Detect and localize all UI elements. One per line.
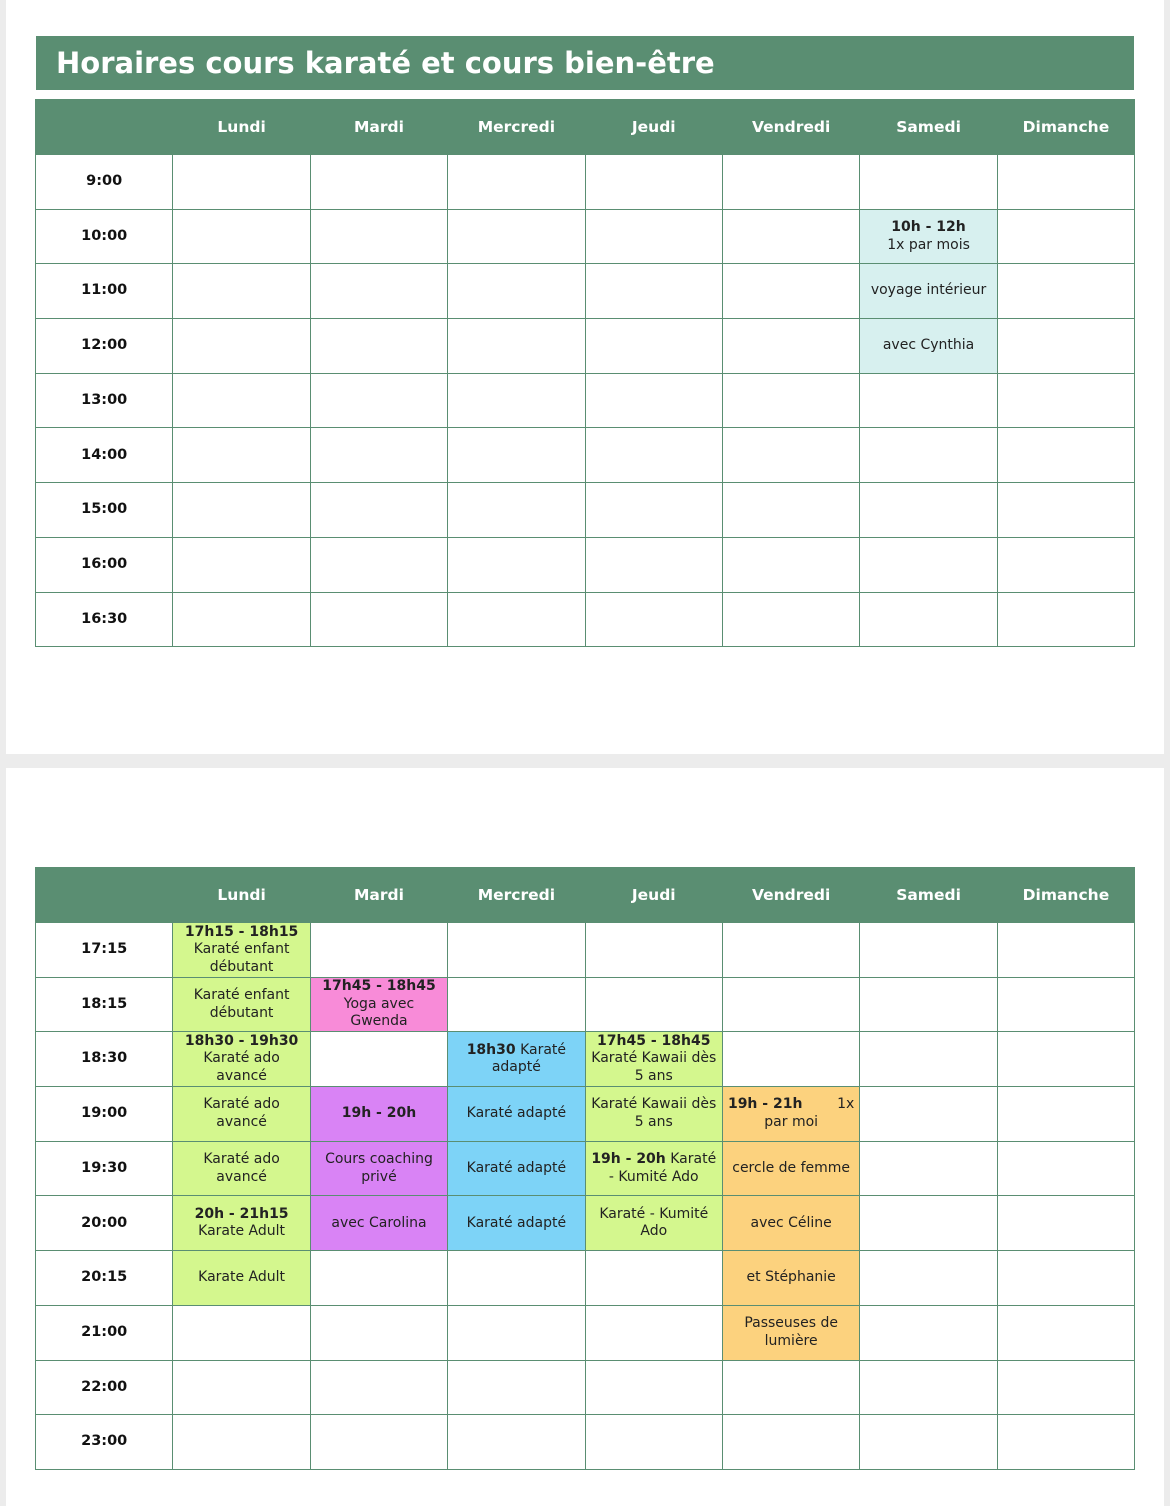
empty-cell <box>997 155 1134 210</box>
class-cell-cercle-de-femme: et Stéphanie <box>722 1251 859 1306</box>
empty-cell <box>448 155 585 210</box>
day-header-dimanche: Dimanche <box>997 100 1134 155</box>
empty-cell <box>997 483 1134 538</box>
time-label: 23:00 <box>36 1415 173 1470</box>
class-text: 1x <box>837 1096 855 1113</box>
empty-cell <box>310 1305 447 1360</box>
empty-cell <box>997 428 1134 483</box>
empty-cell <box>997 977 1134 1032</box>
class-cell-cercle-de-femme <box>722 1087 859 1142</box>
empty-cell <box>310 1360 447 1415</box>
class-time: 17h45 - 18h45 <box>597 1032 711 1049</box>
header-corner <box>36 100 173 155</box>
empty-cell <box>448 1415 585 1470</box>
table-row <box>36 923 1135 978</box>
empty-cell <box>310 209 447 264</box>
empty-cell <box>173 209 310 264</box>
class-cell-cercle-de-femme: Passeuses de lumière <box>722 1305 859 1360</box>
table-row <box>36 1360 1135 1415</box>
empty-cell <box>310 373 447 428</box>
class-time: 17h45 - 18h45 <box>322 978 436 995</box>
class-cell-karate-adapte: Karaté adapté <box>448 1196 585 1251</box>
class-cell-cercle-de-femme: avec Céline <box>722 1196 859 1251</box>
header-corner <box>36 868 173 923</box>
class-time: 20h - 21h15 <box>194 1205 289 1222</box>
empty-cell <box>997 209 1134 264</box>
empty-cell <box>860 1415 997 1470</box>
empty-cell <box>448 537 585 592</box>
time-label: 20:15 <box>36 1251 173 1306</box>
empty-cell <box>310 1032 447 1087</box>
day-header-mercredi: Mercredi <box>448 100 585 155</box>
table-row <box>36 1305 1135 1360</box>
empty-cell <box>173 264 310 319</box>
time-label: 15:00 <box>36 483 173 538</box>
class-time: 18h30 <box>466 1041 516 1058</box>
class-cell-yoga <box>310 977 447 1032</box>
day-header-dimanche: Dimanche <box>997 868 1134 923</box>
empty-cell <box>722 977 859 1032</box>
empty-cell <box>860 923 997 978</box>
time-label: 10:00 <box>36 209 173 264</box>
empty-cell <box>585 155 722 210</box>
empty-cell <box>722 1360 859 1415</box>
time-label: 20:00 <box>36 1196 173 1251</box>
empty-cell <box>173 1360 310 1415</box>
day-header-mardi: Mardi <box>310 868 447 923</box>
empty-cell <box>722 319 859 374</box>
empty-cell <box>448 1251 585 1306</box>
class-cell-karate-adult <box>173 1196 310 1251</box>
empty-cell <box>310 155 447 210</box>
empty-cell <box>997 1251 1134 1306</box>
class-cell-karate-enfant <box>173 923 310 978</box>
time-label: 11:00 <box>36 264 173 319</box>
class-cell-karate-adapte: Karaté adapté <box>448 1087 585 1142</box>
empty-cell <box>310 319 447 374</box>
empty-cell <box>997 1415 1134 1470</box>
class-cell-voyage-interieur: voyage intérieur <box>860 264 997 319</box>
empty-cell <box>860 428 997 483</box>
empty-cell <box>448 319 585 374</box>
table-row <box>36 1415 1135 1470</box>
empty-cell <box>310 1415 447 1470</box>
empty-cell <box>722 373 859 428</box>
empty-cell <box>997 592 1134 647</box>
empty-cell <box>448 209 585 264</box>
empty-cell <box>448 923 585 978</box>
empty-cell <box>860 1032 997 1087</box>
empty-cell <box>448 1305 585 1360</box>
empty-cell <box>997 1360 1134 1415</box>
class-text: Karate Adult <box>198 1223 286 1240</box>
class-cell-karate-enfant: Karaté enfant débutant <box>173 977 310 1032</box>
class-cell-karate-adapte: Karaté adapté <box>448 1141 585 1196</box>
day-header-vendredi: Vendredi <box>722 100 859 155</box>
empty-cell <box>997 1032 1134 1087</box>
empty-cell <box>310 264 447 319</box>
table-row <box>36 319 1135 374</box>
empty-cell <box>448 977 585 1032</box>
table-row <box>36 428 1135 483</box>
class-text: par moi <box>764 1113 819 1130</box>
empty-cell <box>860 1141 997 1196</box>
class-time: 10h - 12h <box>891 219 966 236</box>
time-label: 18:30 <box>36 1032 173 1087</box>
class-cell-coaching: 19h - 20h <box>310 1087 447 1142</box>
class-cell-coaching: Cours coaching privé <box>310 1141 447 1196</box>
empty-cell <box>173 428 310 483</box>
day-header-lundi: Lundi <box>173 868 310 923</box>
empty-cell <box>585 592 722 647</box>
empty-cell <box>585 264 722 319</box>
class-cell-coaching: avec Carolina <box>310 1196 447 1251</box>
table-row <box>36 592 1135 647</box>
empty-cell <box>448 1360 585 1415</box>
table-row <box>36 537 1135 592</box>
table-row <box>36 1196 1135 1251</box>
class-header-line <box>726 1096 856 1114</box>
table-row <box>36 264 1135 319</box>
empty-cell <box>997 537 1134 592</box>
empty-cell <box>722 923 859 978</box>
class-time: 17h15 - 18h15 <box>184 923 299 940</box>
schedule-table-evening <box>35 867 1135 1470</box>
table-row <box>36 209 1135 264</box>
empty-cell <box>997 1087 1134 1142</box>
day-header-lundi: Lundi <box>173 100 310 155</box>
empty-cell <box>173 537 310 592</box>
empty-cell <box>448 483 585 538</box>
day-header-mardi: Mardi <box>310 100 447 155</box>
class-text: Karaté ado avancé <box>203 1050 280 1084</box>
class-cell-voyage-interieur <box>860 209 997 264</box>
day-header-jeudi: Jeudi <box>585 868 722 923</box>
time-label: 16:00 <box>36 537 173 592</box>
empty-cell <box>860 977 997 1032</box>
time-label: 21:00 <box>36 1305 173 1360</box>
time-label: 13:00 <box>36 373 173 428</box>
class-cell-voyage-interieur: avec Cynthia <box>860 319 997 374</box>
class-cell-karate-ado <box>173 1032 310 1087</box>
empty-cell <box>860 592 997 647</box>
class-text: 1x par mois <box>887 236 970 253</box>
day-header-vendredi: Vendredi <box>722 868 859 923</box>
empty-cell <box>585 1305 722 1360</box>
empty-cell <box>173 483 310 538</box>
class-cell-karate-ado: Karaté ado avancé <box>173 1087 310 1142</box>
empty-cell <box>310 1251 447 1306</box>
class-text: Karaté Kawaii dès 5 ans <box>591 1050 717 1084</box>
empty-cell <box>448 428 585 483</box>
empty-cell <box>997 264 1134 319</box>
time-label: 9:00 <box>36 155 173 210</box>
empty-cell <box>585 977 722 1032</box>
empty-cell <box>722 592 859 647</box>
time-label: 17:15 <box>36 923 173 978</box>
empty-cell <box>448 373 585 428</box>
day-header-samedi: Samedi <box>860 868 997 923</box>
empty-cell <box>585 373 722 428</box>
empty-cell <box>173 373 310 428</box>
class-cell-karate-kawaii: Karaté Kawaii dès 5 ans <box>585 1087 722 1142</box>
time-label: 12:00 <box>36 319 173 374</box>
time-label: 18:15 <box>36 977 173 1032</box>
empty-cell <box>722 537 859 592</box>
class-text: Yoga avec Gwenda <box>343 995 415 1030</box>
table-row <box>36 1032 1135 1087</box>
day-header-mercredi: Mercredi <box>448 868 585 923</box>
day-header-jeudi: Jeudi <box>585 100 722 155</box>
header-row <box>36 100 1135 155</box>
empty-cell <box>722 483 859 538</box>
empty-cell <box>997 1196 1134 1251</box>
empty-cell <box>722 428 859 483</box>
time-label: 19:30 <box>36 1141 173 1196</box>
time-label: 19:00 <box>36 1087 173 1142</box>
class-text: Karaté - Kumité Ado <box>608 1151 717 1185</box>
class-time: 18h30 - 19h30 <box>184 1032 299 1049</box>
empty-cell <box>310 923 447 978</box>
empty-cell <box>860 1360 997 1415</box>
time-label: 22:00 <box>36 1360 173 1415</box>
empty-cell <box>997 1305 1134 1360</box>
empty-cell <box>173 592 310 647</box>
empty-cell <box>722 155 859 210</box>
schedule-table-morning <box>35 99 1135 647</box>
header-row <box>36 868 1135 923</box>
class-cell-karate-kawaii <box>585 1032 722 1087</box>
empty-cell <box>997 1141 1134 1196</box>
empty-cell <box>585 209 722 264</box>
empty-cell <box>448 592 585 647</box>
table-row <box>36 977 1135 1032</box>
page-title: Horaires cours karaté et cours bien-être <box>36 36 1134 90</box>
empty-cell <box>585 319 722 374</box>
empty-cell <box>310 592 447 647</box>
class-time: 19h - 20h <box>591 1151 666 1168</box>
empty-cell <box>722 209 859 264</box>
class-cell-cercle-de-femme: cercle de femme <box>722 1141 859 1196</box>
empty-cell <box>860 1196 997 1251</box>
empty-cell <box>173 155 310 210</box>
empty-cell <box>860 537 997 592</box>
empty-cell <box>722 1415 859 1470</box>
table-row <box>36 373 1135 428</box>
table-row <box>36 155 1135 210</box>
table-row <box>36 1141 1135 1196</box>
class-text: Karaté adapté <box>491 1041 567 1076</box>
class-text: Karaté enfant débutant <box>193 941 290 975</box>
table-row <box>36 1251 1135 1306</box>
empty-cell <box>310 537 447 592</box>
empty-cell <box>585 537 722 592</box>
empty-cell <box>585 923 722 978</box>
empty-cell <box>585 483 722 538</box>
class-cell-karate-kumite <box>585 1141 722 1196</box>
empty-cell <box>585 1360 722 1415</box>
empty-cell <box>310 428 447 483</box>
empty-cell <box>722 264 859 319</box>
empty-cell <box>860 483 997 538</box>
time-label: 14:00 <box>36 428 173 483</box>
empty-cell <box>860 1251 997 1306</box>
empty-cell <box>860 155 997 210</box>
empty-cell <box>310 483 447 538</box>
empty-cell <box>448 264 585 319</box>
class-cell-karate-kumite: Karaté - Kumité Ado <box>585 1196 722 1251</box>
class-cell-karate-ado: Karaté ado avancé <box>173 1141 310 1196</box>
class-time: 19h - 21h <box>727 1096 803 1113</box>
empty-cell <box>860 373 997 428</box>
class-cell-karate-adult: Karate Adult <box>173 1251 310 1306</box>
day-header-samedi: Samedi <box>860 100 997 155</box>
empty-cell <box>585 428 722 483</box>
empty-cell <box>585 1251 722 1306</box>
empty-cell <box>173 1415 310 1470</box>
empty-cell <box>997 373 1134 428</box>
empty-cell <box>173 1305 310 1360</box>
table-row <box>36 1087 1135 1142</box>
empty-cell <box>585 1415 722 1470</box>
empty-cell <box>997 923 1134 978</box>
class-cell-karate-adapte <box>448 1032 585 1087</box>
empty-cell <box>860 1087 997 1142</box>
table-row <box>36 483 1135 538</box>
empty-cell <box>860 1305 997 1360</box>
time-label: 16:30 <box>36 592 173 647</box>
empty-cell <box>997 319 1134 374</box>
empty-cell <box>173 319 310 374</box>
empty-cell <box>722 1032 859 1087</box>
